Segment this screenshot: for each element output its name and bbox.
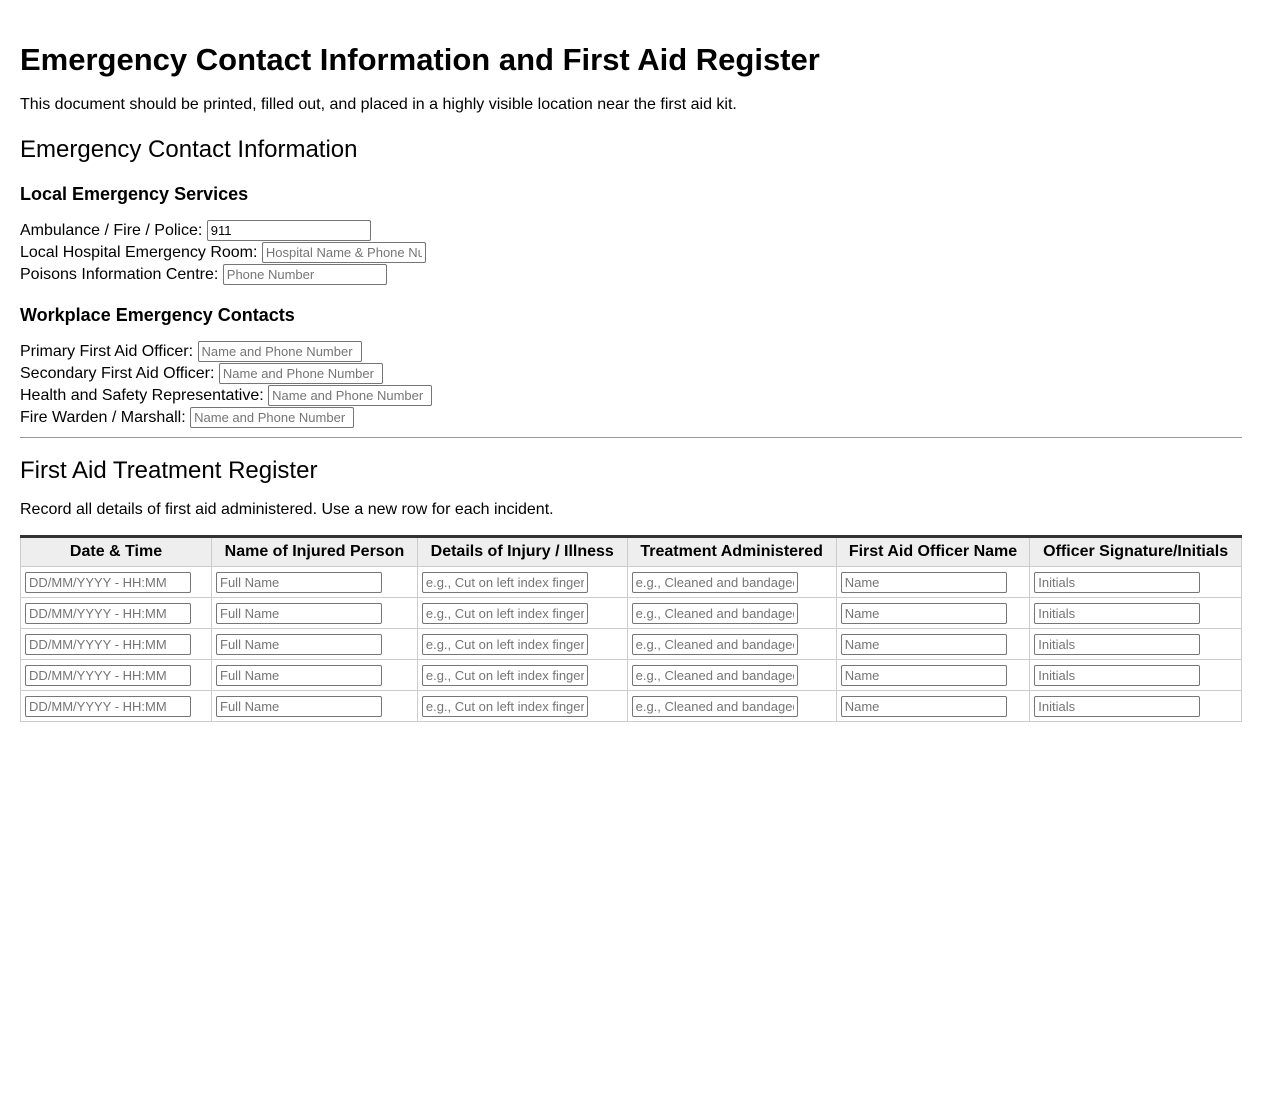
col-injured-name: Name of Injured Person bbox=[212, 537, 418, 567]
table-cell bbox=[1030, 567, 1242, 598]
table-cell bbox=[836, 691, 1030, 722]
col-date-time: Date & Time bbox=[21, 537, 212, 567]
table-cell bbox=[21, 598, 212, 629]
register-body bbox=[21, 567, 1242, 722]
table-cell bbox=[417, 567, 627, 598]
field-primary-officer bbox=[20, 341, 1242, 363]
officer-name-input[interactable] bbox=[841, 572, 1007, 593]
treatment-input[interactable] bbox=[632, 634, 798, 655]
table-cell bbox=[836, 567, 1030, 598]
field-label: Health and Safety Representative: bbox=[20, 387, 264, 404]
local-services-heading: Local Emergency Services bbox=[20, 184, 249, 204]
col-injury-details: Details of Injury / Illness bbox=[417, 537, 627, 567]
table-cell bbox=[1030, 629, 1242, 660]
table-cell bbox=[836, 629, 1030, 660]
col-treatment: Treatment Administered bbox=[627, 537, 836, 567]
date-time-input[interactable] bbox=[25, 634, 191, 655]
officer-name-input[interactable] bbox=[841, 603, 1007, 624]
table-row bbox=[21, 629, 1242, 660]
officer-name-input[interactable] bbox=[841, 665, 1007, 686]
table-cell bbox=[417, 629, 627, 660]
contact-section-heading: Emergency Contact Information bbox=[20, 136, 358, 163]
table-cell bbox=[417, 660, 627, 691]
field-label: Poisons Information Centre: bbox=[20, 266, 219, 283]
local-services-fields bbox=[20, 220, 1242, 286]
treatment-input[interactable] bbox=[632, 603, 798, 624]
table-cell bbox=[627, 691, 836, 722]
date-time-input[interactable] bbox=[25, 572, 191, 593]
table-cell bbox=[627, 567, 836, 598]
ambulance-input[interactable] bbox=[207, 220, 371, 241]
table-cell bbox=[836, 660, 1030, 691]
table-cell bbox=[627, 629, 836, 660]
table-cell bbox=[212, 691, 418, 722]
injury-details-input[interactable] bbox=[422, 634, 588, 655]
col-officer-name: First Aid Officer Name bbox=[836, 537, 1030, 567]
table-cell bbox=[836, 598, 1030, 629]
section-divider bbox=[20, 437, 1242, 438]
officer-name-input[interactable] bbox=[841, 634, 1007, 655]
field-label: Local Hospital Emergency Room: bbox=[20, 244, 258, 261]
table-cell bbox=[21, 567, 212, 598]
field-hs-rep bbox=[20, 385, 1242, 407]
field-label: Primary First Aid Officer: bbox=[20, 343, 194, 360]
date-time-input[interactable] bbox=[25, 665, 191, 686]
field-label: Ambulance / Fire / Police: bbox=[20, 222, 203, 239]
poisons-input[interactable] bbox=[223, 264, 387, 285]
table-cell bbox=[21, 629, 212, 660]
date-time-input[interactable] bbox=[25, 696, 191, 717]
injury-details-input[interactable] bbox=[422, 572, 588, 593]
injury-details-input[interactable] bbox=[422, 603, 588, 624]
injury-details-input[interactable] bbox=[422, 665, 588, 686]
field-fire-warden bbox=[20, 407, 1242, 429]
field-secondary-officer bbox=[20, 363, 1242, 385]
secondary-officer-input[interactable] bbox=[219, 363, 383, 384]
field-hospital bbox=[20, 242, 1242, 264]
injured-name-input[interactable] bbox=[216, 634, 382, 655]
field-label: Fire Warden / Marshall: bbox=[20, 409, 186, 426]
register-table bbox=[20, 535, 1242, 722]
table-row bbox=[21, 567, 1242, 598]
injured-name-input[interactable] bbox=[216, 696, 382, 717]
table-cell bbox=[417, 691, 627, 722]
table-cell bbox=[212, 660, 418, 691]
field-label: Secondary First Aid Officer: bbox=[20, 365, 215, 382]
register-heading: First Aid Treatment Register bbox=[20, 457, 318, 484]
table-cell bbox=[1030, 660, 1242, 691]
date-time-input[interactable] bbox=[25, 603, 191, 624]
workplace-contacts-heading: Workplace Emergency Contacts bbox=[20, 305, 295, 325]
table-cell bbox=[417, 598, 627, 629]
officer-initials-input[interactable] bbox=[1034, 603, 1200, 624]
table-row bbox=[21, 660, 1242, 691]
fire-warden-input[interactable] bbox=[190, 407, 354, 428]
officer-initials-input[interactable] bbox=[1034, 572, 1200, 593]
page-intro: This document should be printed, filled out, and placed in a highly visible location near the first aid kit. bbox=[20, 96, 737, 113]
injury-details-input[interactable] bbox=[422, 696, 588, 717]
injured-name-input[interactable] bbox=[216, 603, 382, 624]
treatment-input[interactable] bbox=[632, 665, 798, 686]
field-poisons bbox=[20, 264, 1242, 286]
table-cell bbox=[21, 660, 212, 691]
table-cell bbox=[627, 660, 836, 691]
register-header-row bbox=[21, 537, 1242, 567]
primary-officer-input[interactable] bbox=[198, 341, 362, 362]
table-cell bbox=[627, 598, 836, 629]
hs-rep-input[interactable] bbox=[268, 385, 432, 406]
register-intro: Record all details of first aid administered. Use a new row for each incident. bbox=[20, 501, 554, 518]
injured-name-input[interactable] bbox=[216, 572, 382, 593]
table-cell bbox=[21, 691, 212, 722]
injured-name-input[interactable] bbox=[216, 665, 382, 686]
table-cell bbox=[212, 567, 418, 598]
officer-name-input[interactable] bbox=[841, 696, 1007, 717]
officer-initials-input[interactable] bbox=[1034, 665, 1200, 686]
officer-initials-input[interactable] bbox=[1034, 634, 1200, 655]
page-title: Emergency Contact Information and First Aid Register bbox=[20, 42, 820, 77]
col-officer-signature: Officer Signature/Initials bbox=[1030, 537, 1242, 567]
table-row bbox=[21, 691, 1242, 722]
treatment-input[interactable] bbox=[632, 696, 798, 717]
table-cell bbox=[212, 598, 418, 629]
table-cell bbox=[1030, 691, 1242, 722]
table-row bbox=[21, 598, 1242, 629]
officer-initials-input[interactable] bbox=[1034, 696, 1200, 717]
workplace-contacts-fields bbox=[20, 341, 1242, 429]
table-cell bbox=[212, 629, 418, 660]
table-cell bbox=[1030, 598, 1242, 629]
field-ambulance bbox=[20, 220, 1242, 242]
treatment-input[interactable] bbox=[632, 572, 798, 593]
hospital-input[interactable] bbox=[262, 242, 426, 263]
